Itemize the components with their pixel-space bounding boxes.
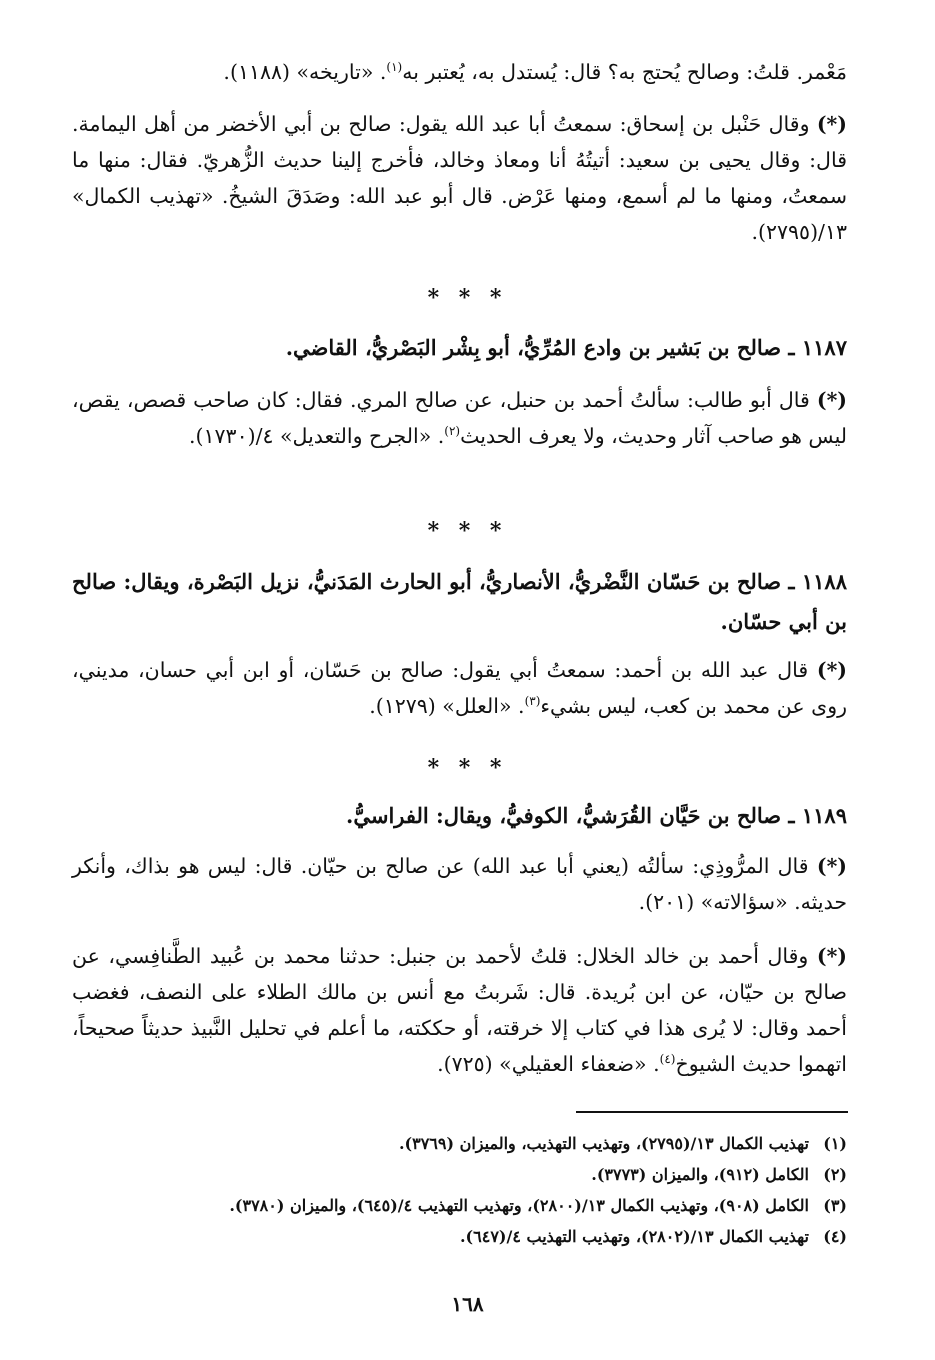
narration-marker: (*)	[816, 944, 847, 968]
page-number: ١٦٨	[451, 1292, 484, 1316]
section-separator: * * *	[427, 285, 508, 311]
section-separator: * * *	[427, 518, 508, 544]
citation-text: . «ضعفاء العقيلي» (٧٢٥).	[437, 1052, 660, 1076]
citation-text: . «الجرح والتعديل» ٤/(١٧٣٠).	[189, 424, 445, 448]
narration-marker: (*)	[816, 854, 847, 878]
footnote-number: (٢)	[823, 1165, 847, 1184]
narration-paragraph	[72, 106, 847, 250]
paragraph-text: قال أبو طالب: سألتُ أحمد بن حنبل، عن صالح المري. فقال: كان صاحب قصص، يقص، ليس هو صاحب آثار وحديث، ولا يعرف الحديث	[72, 388, 847, 448]
footnote-ref: (٤)	[659, 1052, 676, 1067]
footnote	[90, 1190, 847, 1221]
entry-heading	[72, 562, 847, 642]
narration-marker: (*)	[816, 388, 847, 412]
footnote-ref: (٢)	[444, 424, 461, 439]
footnote-ref: (١)	[386, 60, 403, 75]
footnote-text: تهذيب الكمال ١٣/(٢٧٩٥)، وتهذيب التهذيب، والميزان (٣٧٦٩).	[398, 1134, 809, 1153]
narration-marker: (*)	[816, 112, 847, 136]
footnote-number: (٣)	[823, 1196, 847, 1215]
paragraph-text: قال المرُّوذِي: سألتُه (يعني أبا عبد الله) عن صالح بن حيّان. قال: ليس هو بذاك، وأنكر حديثه. «سؤالاته» (٢٠١).	[72, 854, 847, 914]
footnote-divider	[576, 1111, 848, 1113]
paragraph-text: مَعْمر. قلتُ: وصالح يُحتج به؟ قال: يُستدل به، يُعتبر به	[402, 60, 847, 84]
section-separator: * * *	[427, 755, 508, 781]
footnote-text: الكامل (٩١٢)، والميزان (٣٧٧٣).	[591, 1165, 809, 1184]
citation-text: . «تاريخه» (١١٨٨).	[223, 60, 387, 84]
paragraph-text: وقال أحمد بن خالد الخلال: قلتُ لأحمد بن جنبل: حدثنا محمد بن عُبيد الطَّنافِسي، عن صالح بن حيّان، عن ابن بُريدة. قال: شَربتُ مع أنس بن مالك الطلاء على النصف، فغضب أحمد وقال: لا يُرى هذا في كتاب إلا خرقته، أو حككته، ما أعلم في تحليل النَّبيذ حديثاً صحيحاً، اتهموا حديث الشيوخ	[72, 944, 847, 1076]
footnote	[90, 1221, 847, 1252]
entry-paragraph	[72, 938, 847, 1082]
footnotes	[90, 1128, 847, 1252]
narration-marker: (*)	[816, 658, 847, 682]
entry-paragraph	[72, 652, 847, 724]
footnote-ref: (٣)	[524, 694, 541, 709]
footnote-text: الكامل (٩٠٨)، وتهذيب الكمال ١٣/(٢٨٠٠)، وتهذيب التهذيب ٤/(٦٤٥)، والميزان (٣٧٨٠).	[229, 1196, 809, 1215]
continuation-paragraph	[72, 54, 847, 90]
footnote-number: (٤)	[823, 1227, 847, 1246]
footnote	[90, 1128, 847, 1159]
footnote-text: تهذيب الكمال ١٣/(٢٨٠٢)، وتهذيب التهذيب ٤/(٦٤٧).	[459, 1227, 809, 1246]
footnote-number: (١)	[823, 1134, 847, 1153]
entry-paragraph	[72, 382, 847, 454]
entry-paragraph	[72, 848, 847, 920]
paragraph-text: وقال حَنْبل بن إسحاق: سمعتُ أبا عبد الله يقول: صالح بن أبي الأخضر من أهل اليمامة. قال: وقال يحيى بن سعيد: أتيتُهُ أنا ومعاذ وخالد، فأخرج إلينا حديث الزُّهريّ. فقال: منها ما سمعتُ، ومنها ما لم أسمع، ومنها عَرْض. قال أبو عبد الله: وصَدَقَ الشيخُ. «تهذيب الكمال» ١٣/(٢٧٩٥).	[72, 112, 847, 244]
paragraph-text: قال عبد الله بن أحمد: سمعتُ أبي يقول: صالح بن حَسّان، أو ابن أبي حسان، مديني، روى عن محمد بن كعب، ليس بشيء	[72, 658, 847, 718]
entry-title: ١١٨٨ ـ صالح بن حَسّان النَّضْريُّ، الأنصاريُّ، أبو الحارث المَدَنيُّ، نزيل البَصْرة، ويقال: صالح بن أبي حسّان.	[72, 569, 847, 634]
footnote	[90, 1159, 847, 1190]
citation-text: . «العلل» (١٢٧٩).	[369, 694, 525, 718]
entry-title: ١١٨٩ ـ صالح بن حَيَّان القُرَشيُّ، الكوفيُّ، ويقال: الفراسيُّ.	[346, 803, 847, 828]
entry-heading	[72, 796, 847, 836]
entry-heading	[72, 328, 847, 368]
entry-title: ١١٨٧ ـ صالح بن بَشير بن وادع المُرِّيُّ، أبو بِشْر البَصْريُّ، القاضي.	[285, 335, 847, 360]
